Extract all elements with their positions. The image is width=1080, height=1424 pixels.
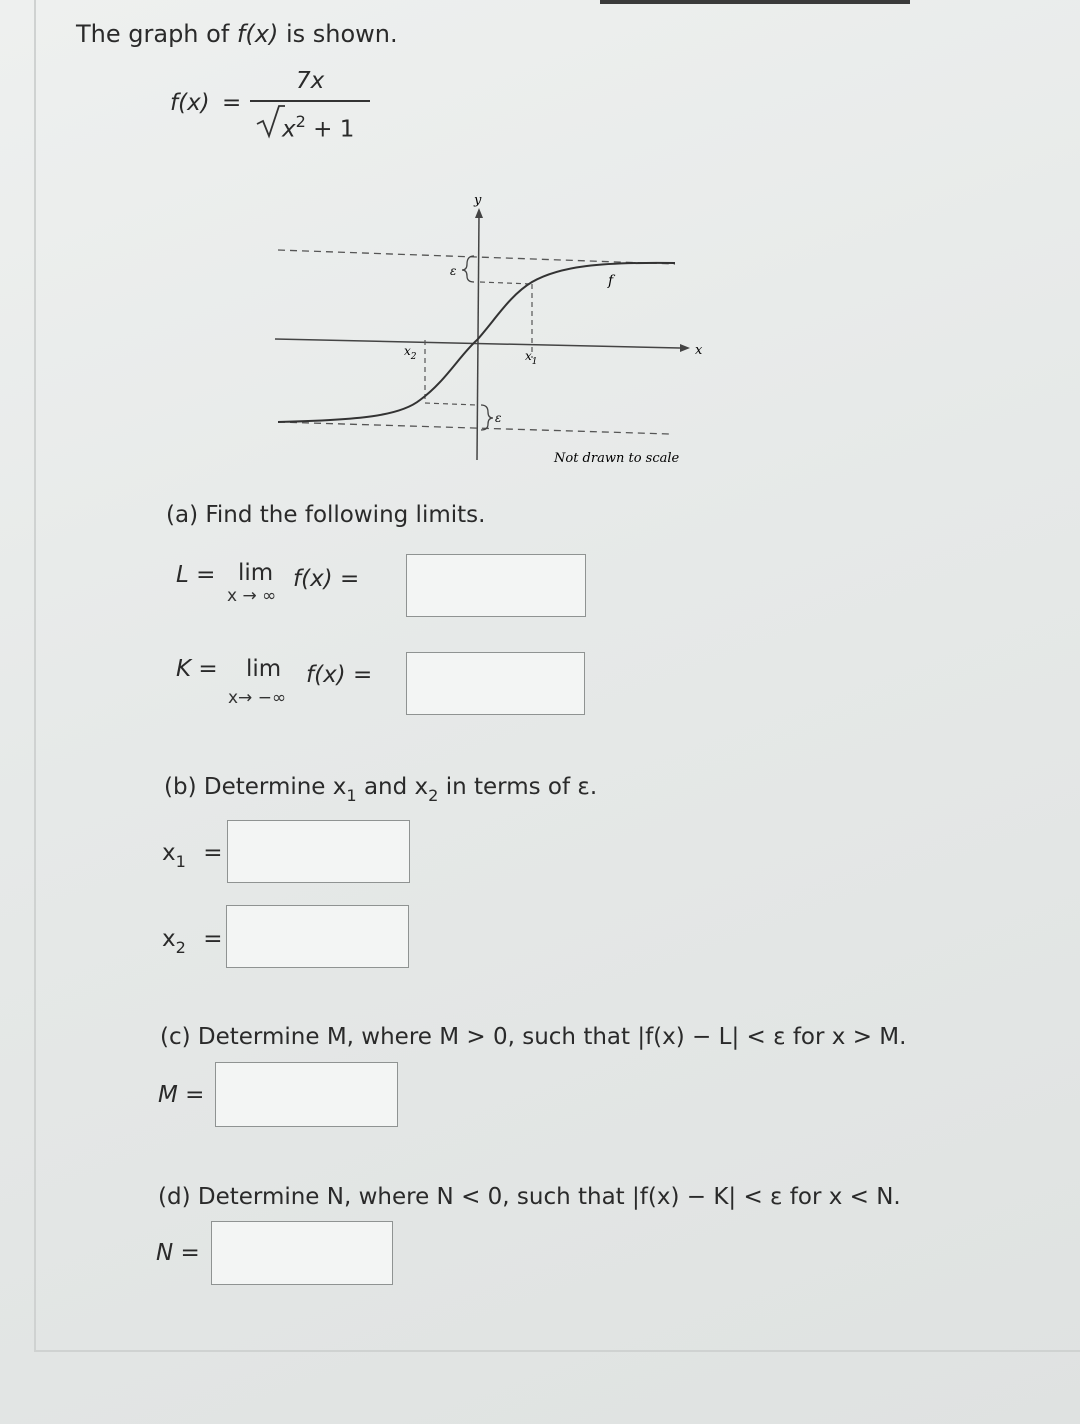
formula-equals: = xyxy=(222,90,242,116)
lower-epsilon-line xyxy=(425,403,477,405)
denominator-base: x xyxy=(282,116,296,143)
formula-lhs: f(x) xyxy=(170,90,210,116)
function-graph xyxy=(270,190,710,475)
sqrt-sign-icon xyxy=(255,104,285,140)
x2-answer-eq: = xyxy=(203,926,223,952)
formula-denominator xyxy=(282,112,354,143)
scale-note: Not drawn to scale xyxy=(554,451,680,466)
x1-label-sub: 1 xyxy=(531,357,538,367)
limit-K-subscript: x→ −∞ xyxy=(228,688,287,708)
y-axis-arrow xyxy=(475,208,483,218)
part-d-heading: (d) Determine N, where N < 0, such that |f(x) − K| < ε for x < N. xyxy=(158,1184,901,1210)
part-b-heading-sub1: 1 xyxy=(346,786,357,806)
x2-answer-base: x xyxy=(162,926,176,952)
part-b-heading-post: in terms of ε. xyxy=(438,774,598,800)
upper-asymptote xyxy=(278,250,675,264)
y-axis-label: y xyxy=(474,193,482,208)
upper-epsilon-label: ε xyxy=(450,264,457,278)
limit-L-answer-input[interactable] xyxy=(406,554,586,617)
upper-epsilon-line xyxy=(480,282,532,284)
limit-K-lhs: K = xyxy=(176,656,218,682)
x2-answer-input[interactable] xyxy=(226,905,409,968)
part-b-heading xyxy=(164,774,597,805)
x1-answer-label xyxy=(162,840,222,871)
intro-prefix: The graph of xyxy=(76,20,237,48)
x1-label xyxy=(525,349,538,367)
limit-L-subscript: x → ∞ xyxy=(227,586,277,606)
limit-L-lhs: L = xyxy=(176,562,216,588)
lower-epsilon-label: ε xyxy=(495,411,502,425)
limit-L-lim: lim xyxy=(238,560,274,586)
M-answer-input[interactable] xyxy=(215,1062,398,1127)
x2-label-sub: 2 xyxy=(410,352,417,362)
M-label: M = xyxy=(158,1082,205,1108)
limit-K-function: f(x) = xyxy=(306,662,373,688)
x1-answer-eq: = xyxy=(203,840,223,866)
x2-label-base: x xyxy=(404,344,411,358)
intro-text xyxy=(76,20,398,48)
x1-answer-base: x xyxy=(162,840,176,866)
denominator-exponent: 2 xyxy=(295,112,306,131)
upper-epsilon-brace xyxy=(462,256,474,282)
lower-epsilon-brace xyxy=(481,405,493,430)
curve-label: f xyxy=(608,273,614,289)
x2-answer-sub: 2 xyxy=(175,938,186,958)
lower-asymptote xyxy=(278,422,670,434)
part-b-heading-mid: and x xyxy=(356,774,429,800)
formula-numerator: 7x xyxy=(296,68,325,94)
part-b-heading-sub2: 2 xyxy=(428,786,439,806)
function-curve xyxy=(278,263,675,422)
x2-answer-label xyxy=(162,926,222,957)
x1-answer-input[interactable] xyxy=(227,820,410,883)
x2-label xyxy=(404,344,417,362)
part-c-heading: (c) Determine M, where M > 0, such that |f(x) − L| < ε for x > M. xyxy=(160,1024,907,1050)
x-axis-label: x xyxy=(695,343,703,358)
N-label: N = xyxy=(156,1240,200,1266)
part-a-heading: (a) Find the following limits. xyxy=(166,502,486,528)
N-answer-input[interactable] xyxy=(211,1221,393,1285)
intro-suffix: is shown. xyxy=(278,20,398,48)
intro-function: f(x) xyxy=(236,20,279,48)
limit-L-function: f(x) = xyxy=(293,566,360,592)
x1-answer-sub: 1 xyxy=(175,852,186,872)
fraction-bar xyxy=(250,100,370,102)
x-axis-arrow xyxy=(680,344,690,352)
x1-label-base: x xyxy=(525,349,532,363)
part-b-heading-pre: (b) Determine x xyxy=(164,774,347,800)
limit-K-answer-input[interactable] xyxy=(406,652,585,715)
denominator-rest: + 1 xyxy=(305,116,355,143)
limit-K-lim: lim xyxy=(246,656,282,682)
